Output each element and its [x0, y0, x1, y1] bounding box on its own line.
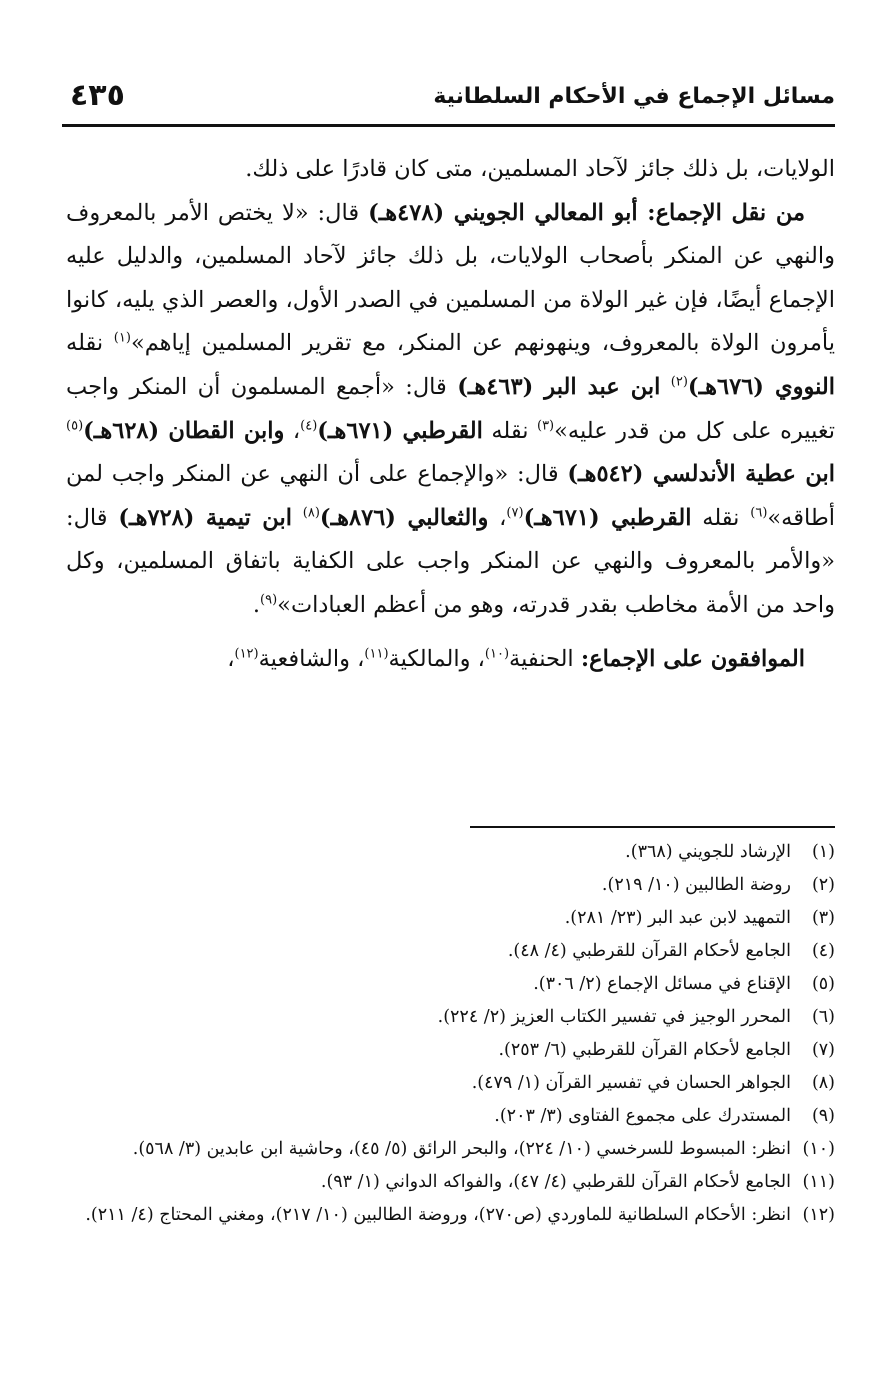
paragraph-consensus-transmitters: [66, 192, 835, 628]
footnote-text: الإرشاد للجويني (٣٦٨).: [625, 842, 791, 862]
footnote-number: (٣): [811, 908, 835, 928]
text-run: [292, 505, 303, 531]
text-run: الحنفية: [509, 645, 581, 672]
footnote-item: [66, 1100, 835, 1133]
footnotes: [66, 836, 835, 1232]
text-run: قال: «أجمع المسلمون أن المنكر واجب تغييره على كل من قدر عليه»: [66, 373, 835, 444]
footnote-number: (٧): [811, 1040, 835, 1060]
lead-phrase: الموافقون على الإجماع:: [580, 645, 805, 672]
footnote-text: المستدرك على مجموع الفتاوى (٣/ ٢٠٣).: [494, 1106, 791, 1126]
footnote-text: انظر: المبسوط للسرخسي (١٠/ ٢٢٤)، والبحر الرائق (٥/ ٤٥)، وحاشية ابن عابدين (٣/ ٥٦٨).: [132, 1139, 791, 1159]
footnote-text: الجامع لأحكام القرآن للقرطبي (٤/ ٤٨).: [507, 941, 791, 961]
footnote-text: المحرر الوجيز في تفسير الكتاب العزيز (٢/ ٢٢٤).: [437, 1007, 791, 1027]
footnote-number: (١١): [802, 1172, 835, 1192]
text-run: نقله: [66, 330, 114, 357]
footnote-text: الإقناع في مسائل الإجماع (٢/ ٣٠٦).: [533, 974, 791, 994]
footnote-ref[interactable]: (٨): [302, 505, 320, 521]
running-title: مسائل الإجماع في الأحكام السلطانية: [433, 84, 835, 109]
footnote-item: [66, 836, 835, 869]
footnote-text: الجامع لأحكام القرآن للقرطبي (٦/ ٢٥٣).: [498, 1040, 791, 1060]
footnote-text: الجواهر الحسان في تفسير القرآن (١/ ٤٧٩).: [471, 1073, 791, 1093]
footnote-ref[interactable]: (٥): [66, 418, 84, 434]
text-run: قال: «لا يختص الأمر بالمعروف والنهي عن المنكر بأصحاب الولايات، بل ذلك جائز لآحاد المسلمين، والدليل عليه الإجماع أيضًا، فإن غير الولاة من المسلمين في الصدر الأول، والعصر الذي يليه، كانوا يأمرون الولاة بالمعروف، وينهونهم عن المنكر، مع تقرير المسلمين إياهم»: [66, 199, 835, 357]
footnote-divider: [470, 826, 835, 828]
footnote-number: (٥): [811, 974, 835, 994]
footnote-item: [66, 869, 835, 902]
footnote-ref[interactable]: (٣): [536, 418, 555, 434]
footnote-text: روضة الطالبين (١٠/ ٢١٩).: [601, 875, 791, 895]
footnote-number: (٩): [811, 1106, 835, 1126]
footnote-item: [66, 935, 835, 968]
footnote-item: [66, 1067, 835, 1100]
footnote-ref[interactable]: (١): [113, 330, 131, 346]
footnote-item: [66, 1133, 835, 1166]
main-text: [66, 148, 835, 681]
footnote-item: [66, 968, 835, 1001]
scholar-name: وابن القطان (٦٢٨هـ): [83, 417, 285, 444]
scholar-name: النووي (٦٧٦هـ): [687, 373, 836, 400]
text-run: نقله: [691, 504, 751, 531]
scholar-name: ابن عبد البر (٤٦٣هـ): [457, 373, 661, 400]
footnote-ref[interactable]: (٤): [300, 418, 318, 434]
scholar-name: ابن عطية الأندلسي (٥٤٢هـ): [567, 461, 835, 488]
footnote-number: (١٠): [802, 1139, 835, 1159]
text-run: ، والمالكية: [388, 645, 485, 672]
page-number: ٤٣٥: [70, 78, 125, 113]
footnote-text: انظر: الأحكام السلطانية للماوردي (ص٢٧٠)، وروضة الطالبين (١٠/ ٢١٧)، ومغني المحتاج (٤/ ٢١١).: [85, 1205, 791, 1225]
scholar-name: القرطبي (٦٧١هـ): [523, 504, 692, 531]
footnote-ref[interactable]: (١١): [364, 646, 389, 662]
paragraph-agreeing-schools: [66, 638, 835, 682]
text-run: ،: [227, 645, 235, 672]
paragraph-continuation: الولايات، بل ذلك جائز لآحاد المسلمين، متى كان قادرًا على ذلك.: [245, 156, 835, 182]
lead-phrase: من نقل الإجماع: أبو المعالي الجويني (٤٧٨هـ): [368, 199, 805, 226]
footnote-ref[interactable]: (٩): [260, 592, 278, 608]
page-header: [62, 78, 835, 127]
footnote-item: [66, 902, 835, 935]
footnote-number: (٦): [811, 1007, 835, 1027]
footnote-number: (٨): [811, 1073, 835, 1093]
text-run: ،: [284, 417, 301, 444]
scholar-name: القرطبي (٦٧١هـ): [317, 417, 483, 444]
footnote-ref[interactable]: (٧): [506, 505, 524, 521]
text-run: ،: [488, 504, 507, 531]
scholar-name: والثعالبي (٨٧٦هـ): [319, 504, 489, 531]
footnote-item: [66, 1199, 835, 1232]
text-run: قال: «والأمر بالمعروف والنهي عن المنكر واجب على الكفاية باتفاق المسلمين، وكل واحد من الأمة مخاطب بقدر قدرته، وهو من أعظم العبادات»: [66, 504, 835, 618]
footnote-ref[interactable]: (٢): [670, 374, 688, 390]
text-run: ، والشافعية: [258, 645, 365, 672]
footnote-text: التمهيد لابن عبد البر (٢٣/ ٢٨١).: [564, 908, 791, 928]
footnote-ref[interactable]: (١٠): [484, 646, 510, 662]
scholar-name: ابن تيمية (٧٢٨هـ): [118, 504, 292, 531]
footnote-item: [66, 1166, 835, 1199]
footnote-text: الجامع لأحكام القرآن للقرطبي (٤/ ٤٧)، والفواكه الدواني (١/ ٩٣).: [320, 1172, 791, 1192]
text-run: نقله: [482, 417, 537, 444]
text-run: قال: «والإجماع على أن النهي عن المنكر واجب لمن أطاقه»: [66, 461, 835, 531]
footnote-number: (٤): [811, 941, 835, 961]
text-run: [660, 374, 670, 400]
footnote-number: (١): [811, 842, 835, 862]
footnote-number: (١٢): [802, 1205, 835, 1225]
text-run: .: [252, 591, 261, 618]
footnote-item: [66, 1001, 835, 1034]
footnote-ref[interactable]: (١٢): [234, 646, 259, 662]
footnote-item: [66, 1034, 835, 1067]
footnote-ref[interactable]: (٦): [750, 505, 768, 521]
footnote-number: (٢): [811, 875, 835, 895]
